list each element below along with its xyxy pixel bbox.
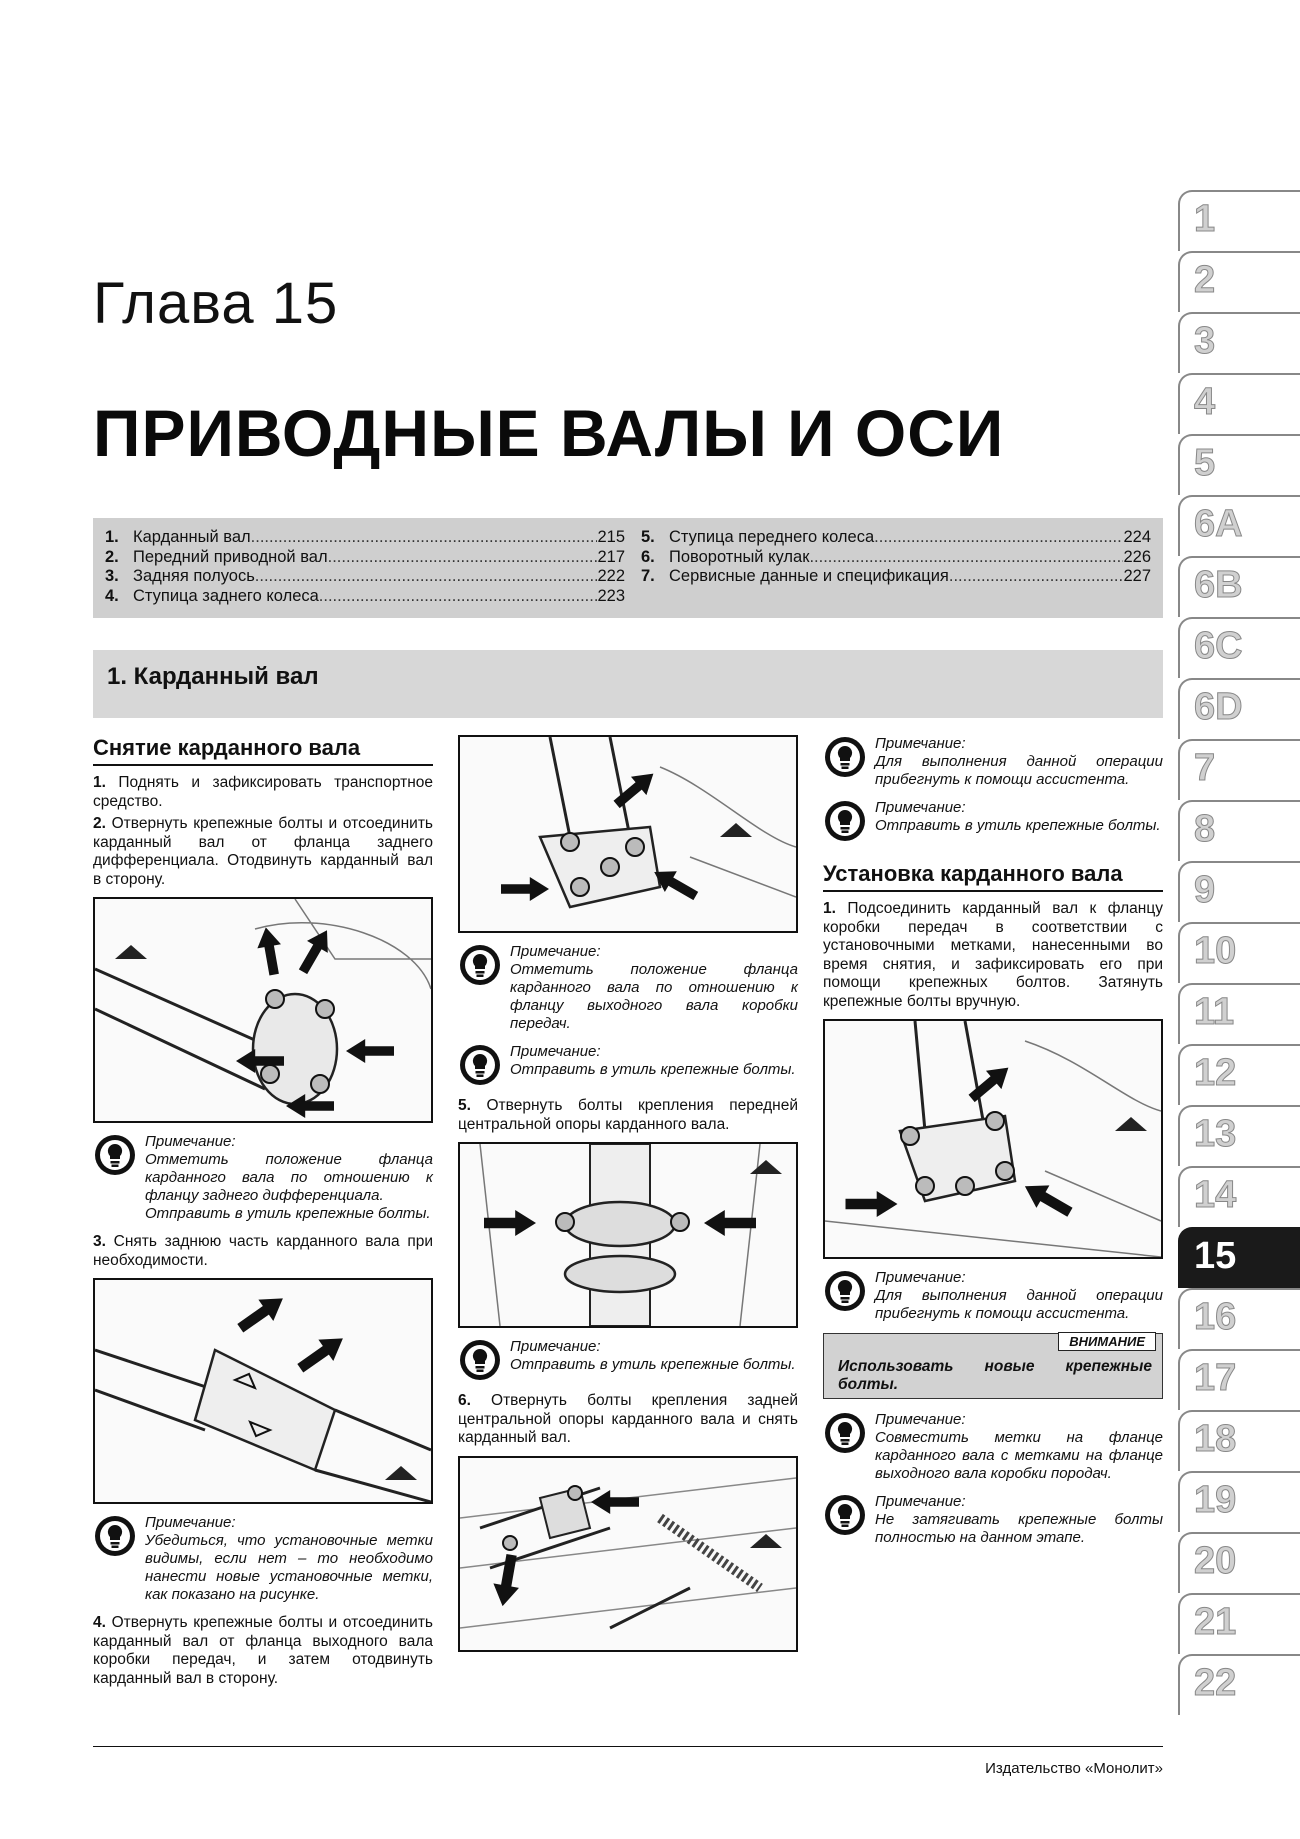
toc-page: 226 [1123, 547, 1151, 566]
chapter-tab-15[interactable] [1178, 1227, 1300, 1288]
warning-text: Использовать новые крепежные болты. [838, 1358, 1152, 1393]
chapter-tab-label: 6B [1194, 564, 1243, 606]
toc-page: 217 [597, 547, 625, 566]
step-number: 6. [458, 1392, 471, 1409]
chapter-tab-9[interactable] [1178, 861, 1300, 922]
toc-title: Задняя полуось [133, 567, 255, 585]
chapter-tab-1[interactable] [1178, 190, 1300, 251]
toc-title: Ступица переднего колеса [669, 528, 875, 546]
step-number: 1. [93, 774, 106, 791]
toc-item[interactable] [641, 548, 1151, 568]
toc-page: 222 [597, 567, 625, 585]
note-text: Отправить в утиль крепежные болты. [875, 817, 1161, 834]
chapter-tab-8[interactable] [1178, 800, 1300, 861]
step-text: Отвернуть крепежные болты и отсоединить карданный вал от фланца выходного вала коробки передач, и затем отодвинуть карданный вал в сторону. [93, 1614, 433, 1687]
toc-leader [874, 528, 1123, 548]
lightbulb-icon [93, 1514, 137, 1558]
chapter-tab-13[interactable] [1178, 1105, 1300, 1166]
chapter-tab-11[interactable] [1178, 983, 1300, 1044]
page-title: ПРИВОДНЫЕ ВАЛЫ И ОСИ [93, 396, 1005, 470]
lightbulb-icon [823, 1411, 867, 1455]
installation-subheading: Установка карданного вала [823, 861, 1163, 892]
chapter-tab-label: 6C [1194, 625, 1243, 667]
figure-rear-center-bearing [458, 1456, 798, 1652]
toc-num: 1. [105, 528, 119, 546]
chapter-tab-6c[interactable] [1178, 617, 1300, 678]
note-label: Примечание: [875, 1411, 966, 1428]
figure-rear-differential-flange [93, 897, 433, 1123]
chapter-tab-7[interactable] [1178, 739, 1300, 800]
step-text: Отвернуть болты крепления задней центральной опоры карданного вала и снять карданный вал. [458, 1392, 798, 1446]
chapter-tab-21[interactable] [1178, 1593, 1300, 1654]
chapter-tab-22[interactable] [1178, 1654, 1300, 1715]
lightbulb-icon [823, 1269, 867, 1313]
step-text: Отвернуть болты крепления передней центральной опоры карданного вала. [458, 1097, 798, 1133]
note-discard-bolts [458, 1043, 798, 1087]
note-discard-bolts-3 [823, 799, 1163, 843]
chapter-tab-label: 10 [1194, 930, 1237, 972]
chapter-tab-label: 2 [1194, 259, 1216, 301]
chapter-tab-label: 5 [1194, 442, 1216, 484]
note-assistant [823, 735, 1163, 789]
chapter-tab-17[interactable] [1178, 1349, 1300, 1410]
toc-title: Карданный вал [133, 528, 251, 546]
chapter-tab-label: 15 [1194, 1235, 1237, 1277]
lightbulb-icon [823, 1493, 867, 1537]
chapter-tab-12[interactable] [1178, 1044, 1300, 1105]
toc-leader [319, 587, 598, 607]
toc-leader [328, 548, 598, 568]
step-1 [93, 774, 433, 811]
toc-column-left [105, 528, 625, 606]
figure-shaft-marks [93, 1278, 433, 1504]
step-3 [93, 1233, 433, 1270]
chapter-tab-2[interactable] [1178, 251, 1300, 312]
note-label: Примечание: [875, 799, 966, 816]
note-align-marks [823, 1411, 1163, 1483]
note-verify-marks [93, 1514, 433, 1604]
note-text: Для выполнения данной операции прибегнуть к помощи ассистента. [875, 753, 1163, 788]
chapter-tab-label: 22 [1194, 1662, 1237, 1704]
toc-page: 215 [597, 528, 625, 546]
chapter-tab-5[interactable] [1178, 434, 1300, 495]
note-label: Примечание: [875, 1493, 966, 1510]
toc-item[interactable] [105, 528, 625, 548]
chapter-tab-label: 6D [1194, 686, 1243, 728]
chapter-tab-6a[interactable] [1178, 495, 1300, 556]
removal-subheading: Снятие карданного вала [93, 735, 433, 766]
chapter-tab-label: 3 [1194, 320, 1216, 362]
chapter-tab-label: 6A [1194, 503, 1243, 545]
toc-item[interactable] [105, 548, 625, 568]
chapter-tab-3[interactable] [1178, 312, 1300, 373]
chapter-tab-label: 9 [1194, 869, 1216, 911]
note-label: Примечание: [510, 1043, 601, 1060]
toc-num: 7. [641, 567, 655, 585]
chapter-tab-label: 21 [1194, 1601, 1237, 1643]
toc-num: 4. [105, 586, 119, 605]
chapter-tab-label: 1 [1194, 198, 1216, 240]
toc-item[interactable] [105, 587, 625, 607]
note-mark-transmission-flange [458, 943, 798, 1033]
toc-num: 6. [641, 547, 655, 566]
note-do-not-tighten [823, 1493, 1163, 1547]
note-label: Примечание: [875, 735, 966, 752]
figure-install-flange [823, 1019, 1163, 1259]
chapter-tab-18[interactable] [1178, 1410, 1300, 1471]
chapter-tab-label: 12 [1194, 1052, 1237, 1094]
note-mark-flange [93, 1133, 433, 1223]
toc-num: 3. [105, 567, 119, 585]
chapter-tab-6d[interactable] [1178, 678, 1300, 739]
toc-page: 223 [597, 586, 625, 605]
lightbulb-icon [458, 943, 502, 987]
chapter-tab-label: 4 [1194, 381, 1216, 423]
toc-page: 224 [1123, 528, 1151, 546]
step-text: Отвернуть крепежные болты и отсоединить карданный вал от фланца заднего дифференциала. Отодвинуть карданный вал в сторону. [93, 815, 433, 888]
toc-leader [251, 528, 598, 548]
lightbulb-icon [93, 1133, 137, 1177]
step-4 [93, 1614, 433, 1688]
toc-title: Ступица заднего колеса [133, 586, 319, 605]
chapter-tab-label: 14 [1194, 1174, 1237, 1216]
note-label: Примечание: [510, 943, 601, 960]
chapter-tab-label: 19 [1194, 1479, 1237, 1521]
toc-leader [949, 567, 1124, 587]
table-of-contents [93, 518, 1163, 618]
note-text: Отправить в утиль крепежные болты. [510, 1356, 796, 1373]
chapter-tab-label: 7 [1194, 747, 1216, 789]
toc-num: 2. [105, 547, 119, 566]
step-number: 5. [458, 1097, 471, 1114]
note-assistant-2 [823, 1269, 1163, 1323]
chapter-tab-label: 11 [1194, 991, 1235, 1033]
column-1 [93, 735, 433, 1692]
toc-title: Сервисные данные и спецификация [669, 567, 949, 585]
toc-item[interactable] [105, 567, 625, 587]
lightbulb-icon [823, 735, 867, 779]
chapter-tab-14[interactable] [1178, 1166, 1300, 1227]
note-text: Совместить метки на фланце карданного вала с метками на фланце выходного вала коробки породач. [875, 1429, 1163, 1482]
chapter-tab-label: 17 [1194, 1357, 1237, 1399]
toc-title: Поворотный кулак [669, 547, 810, 566]
chapter-tab-16[interactable] [1178, 1288, 1300, 1349]
chapter-tab-6b[interactable] [1178, 556, 1300, 617]
chapter-tab-label: 16 [1194, 1296, 1237, 1338]
toc-page: 227 [1123, 567, 1151, 585]
warning-tag: ВНИМАНИЕ [1058, 1332, 1156, 1351]
warning-box [823, 1333, 1163, 1399]
footer-divider [93, 1746, 1163, 1747]
step-text: Поднять и зафиксировать транспортное средство. [93, 774, 433, 810]
figure-front-center-bearing [458, 1142, 798, 1328]
chapter-tab-20[interactable] [1178, 1532, 1300, 1593]
chapter-tab-4[interactable] [1178, 373, 1300, 434]
figure-transmission-flange [458, 735, 798, 933]
note-text: Отметить положение фланца карданного вала по отношению к фланцу выходного вала коробки передач. [510, 961, 798, 1032]
note-text: Убедиться, что установочные метки видимы, если нет – то необходимо нанести новые установочные метки, как показано на рисунке. [145, 1532, 433, 1603]
step-number: 1. [823, 900, 836, 917]
install-step-1 [823, 900, 1163, 1011]
chapter-tab-label: 20 [1194, 1540, 1237, 1582]
publisher-footer: Издательство «Монолит» [985, 1760, 1163, 1777]
note-label: Примечание: [145, 1133, 236, 1150]
note-text: Отправить в утиль крепежные болты. [145, 1205, 431, 1222]
step-5 [458, 1097, 798, 1134]
note-label: Примечание: [875, 1269, 966, 1286]
step-text: Подсоединить карданный вал к фланцу коробки передач в соответствии с установочными метками, нанесенными во время снятия, и зафиксировать его при помощи крепежных болтов. Затянуть крепежные болты вручную. [823, 900, 1163, 1010]
note-discard-bolts-2 [458, 1338, 798, 1382]
chapter-tab-19[interactable] [1178, 1471, 1300, 1532]
note-text: Не затягивать крепежные болты полностью на данном этапе. [875, 1511, 1163, 1546]
step-2 [93, 815, 433, 889]
chapter-label: Глава 15 [93, 271, 339, 336]
note-label: Примечание: [145, 1514, 236, 1531]
step-number: 2. [93, 815, 106, 832]
section-title: 1. Карданный вал [107, 663, 319, 690]
lightbulb-icon [823, 799, 867, 843]
column-2 [458, 735, 798, 1662]
step-6 [458, 1392, 798, 1448]
toc-leader [255, 567, 598, 587]
note-label: Примечание: [510, 1338, 601, 1355]
toc-num: 5. [641, 528, 655, 546]
chapter-tab-label: 13 [1194, 1113, 1237, 1155]
toc-item[interactable] [641, 528, 1151, 548]
toc-column-right [641, 528, 1151, 587]
chapter-tab-label: 8 [1194, 808, 1216, 850]
chapter-tabs [1178, 190, 1300, 1715]
note-text: Отправить в утиль крепежные болты. [510, 1061, 796, 1078]
lightbulb-icon [458, 1043, 502, 1087]
column-3 [823, 735, 1163, 1557]
lightbulb-icon [458, 1338, 502, 1382]
chapter-tab-10[interactable] [1178, 922, 1300, 983]
chapter-tab-label: 18 [1194, 1418, 1237, 1460]
note-text: Отметить положение фланца карданного вала по отношению к фланцу заднего дифференциала. [145, 1151, 433, 1204]
toc-item[interactable] [641, 567, 1151, 587]
step-number: 4. [93, 1614, 106, 1631]
step-number: 3. [93, 1233, 106, 1250]
toc-title: Передний приводной вал [133, 547, 328, 566]
note-text: Для выполнения данной операции прибегнуть к помощи ассистента. [875, 1287, 1163, 1322]
step-text: Снять заднюю часть карданного вала при необходимости. [93, 1233, 433, 1269]
section-header [93, 650, 1163, 718]
toc-leader [809, 548, 1123, 568]
